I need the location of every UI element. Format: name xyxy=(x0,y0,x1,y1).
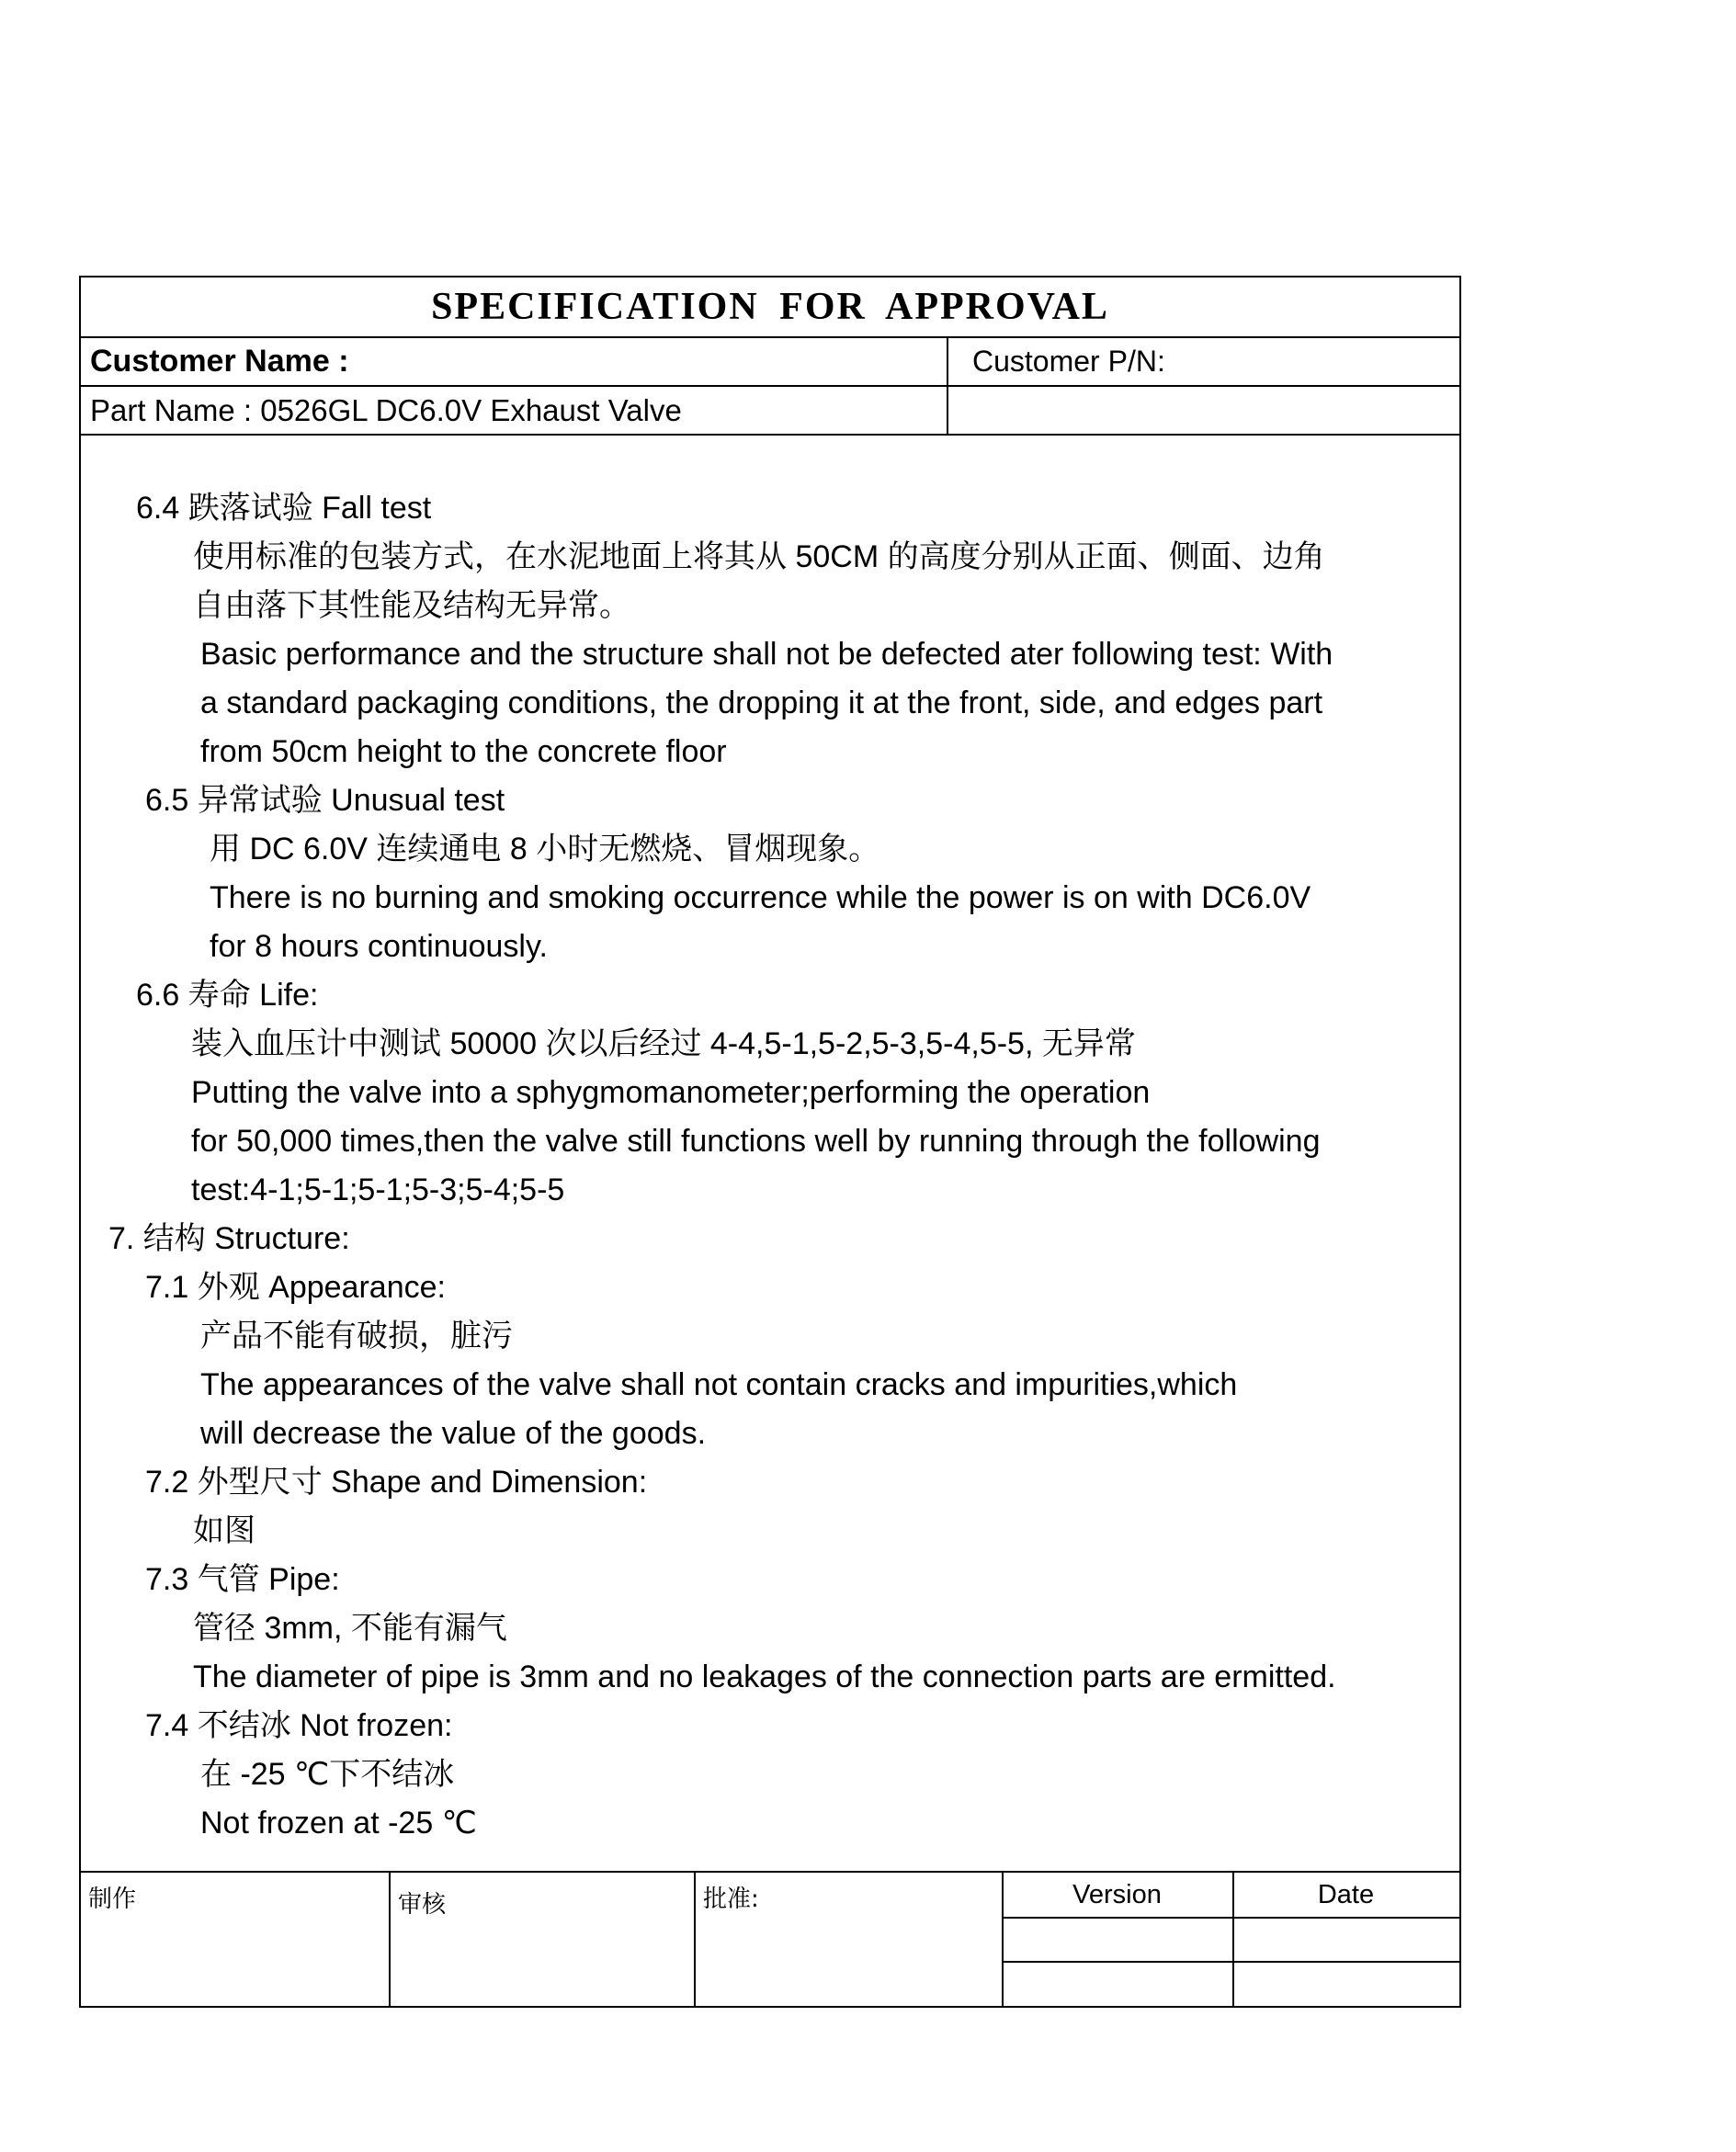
part-name-right-cell xyxy=(948,387,1459,434)
customer-row xyxy=(81,338,1459,387)
approved-cell xyxy=(696,1873,1002,2006)
document-title: SPECIFICATION FOR APPROVAL xyxy=(431,286,1109,328)
body-text-en: a standard packaging conditions, the dropping it at the front, side, and edges part xyxy=(200,685,1323,720)
body-text-cn: 装入血压计中测试 50000 次以后经过 4-4,5-1,5-2,5-3,5-4,5-5, 无异常 xyxy=(191,1026,1136,1061)
body-text-en: There is no burning and smoking occurrence while the power is on with DC6.0V xyxy=(210,880,1311,915)
customer-name-cell xyxy=(81,338,948,385)
section-heading: 7.2 外型尺寸 Shape and Dimension: xyxy=(145,1465,648,1500)
body-text-cn: 如图 xyxy=(193,1513,255,1548)
version-date-table xyxy=(1002,1873,1459,2006)
customer-name-label: Customer Name : xyxy=(90,344,349,379)
date-header: Date xyxy=(1317,1879,1375,1909)
body-text-en: will decrease the value of the goods. xyxy=(200,1416,707,1451)
section-heading: 6.6 寿命 Life: xyxy=(136,978,319,1013)
body-text-en: Putting the valve into a sphygmomanometer;performing the operation xyxy=(191,1075,1151,1110)
section-heading: 7.4 不结冰 Not frozen: xyxy=(145,1708,453,1743)
made-by-label: 制作 xyxy=(88,1886,137,1913)
reviewed-label: 审核 xyxy=(398,1891,447,1919)
body-text-en: Basic performance and the structure shall not be defected ater following test: With xyxy=(200,637,1333,672)
body-text-en: for 50,000 times,then the valve still functions well by running through the following xyxy=(191,1124,1321,1159)
customer-pn-cell xyxy=(948,338,1459,385)
section-heading: 6.4 跌落试验 Fall test xyxy=(136,491,432,526)
section-heading: 6.5 异常试验 Unusual test xyxy=(145,783,505,818)
body-text-cn: 用 DC 6.0V 连续通电 8 小时无燃烧、冒烟现象。 xyxy=(210,832,880,866)
body-text-en: The diameter of pipe is 3mm and no leakages of the connection parts are ermitted. xyxy=(193,1659,1336,1694)
part-name-label: Part Name : 0526GL DC6.0V Exhaust Valve xyxy=(90,392,682,427)
body-text-cn: 在 -25 ℃下不结冰 xyxy=(200,1757,455,1792)
part-name-cell xyxy=(81,387,948,434)
reviewed-cell xyxy=(391,1873,696,2006)
signature-footer xyxy=(81,1871,1459,2006)
body-text-en: Not frozen at -25 ℃ xyxy=(200,1806,477,1841)
section-heading: 7.1 外观 Appearance: xyxy=(145,1270,446,1305)
body-text-cn: 管径 3mm, 不能有漏气 xyxy=(193,1611,507,1646)
title-row xyxy=(81,277,1459,338)
body-text-cn: 自由落下其性能及结构无异常。 xyxy=(193,588,630,623)
body-text-en: from 50cm height to the concrete floor xyxy=(200,734,727,769)
specification-sheet xyxy=(79,276,1461,2008)
part-name-row xyxy=(81,387,1459,436)
body-text-en: for 8 hours continuously. xyxy=(210,929,548,964)
approved-label: 批准: xyxy=(703,1886,759,1913)
body-text-en: test:4-1;5-1;5-1;5-3;5-4;5-5 xyxy=(191,1172,565,1207)
section-heading: 7. 结构 Structure: xyxy=(108,1221,350,1256)
made-by-cell xyxy=(81,1873,391,2006)
body-text-cn: 产品不能有破损，脏污 xyxy=(200,1319,513,1353)
section-heading: 7.3 气管 Pipe: xyxy=(145,1562,340,1597)
version-header: Version xyxy=(1072,1879,1162,1909)
body-text-cn: 使用标准的包装方式，在水泥地面上将其从 50CM 的高度分别从正面、侧面、边角 xyxy=(193,539,1325,574)
body-text-en: The appearances of the valve shall not contain cracks and impurities,which xyxy=(200,1367,1238,1402)
customer-pn-label: Customer P/N: xyxy=(972,345,1165,378)
